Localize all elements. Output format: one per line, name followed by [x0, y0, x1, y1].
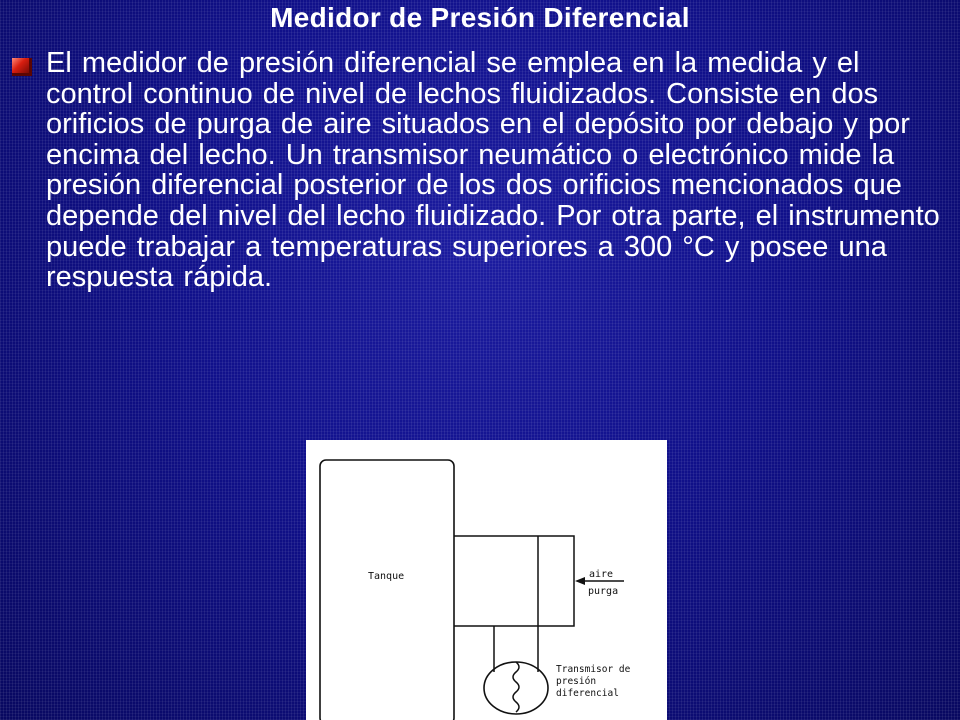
differential-pressure-diagram: [306, 440, 667, 720]
purge-pipe-upper: [454, 536, 574, 626]
transmitter-label-line2: presión: [556, 676, 597, 687]
transmitter-diaphragm: [513, 662, 519, 712]
diagram-figure: [306, 440, 667, 720]
transmitter-shape: [484, 662, 548, 714]
air-arrow-head: [575, 577, 585, 585]
purge-label: purga: [588, 586, 619, 597]
transmitter-label-line1: Transmisor de: [556, 664, 631, 675]
air-label: aire: [589, 569, 614, 580]
tank-shape: [320, 460, 454, 720]
slide-title: Medidor de Presión Diferencial: [270, 2, 690, 33]
tank-label: Tanque: [368, 571, 405, 582]
bullet-icon: [12, 58, 32, 76]
transmitter-label-line3: diferencial: [556, 688, 619, 699]
body-paragraph: El medidor de presión diferencial se emplea en la medida y el control continuo de nivel de lechos fluidizados. Consiste en dos orificios de purga de aire situados en el depósito por debajo y por encima del lecho. Un transmisor neumático o electrónico mide la presión diferencial posterior de los dos orificios mencionados que depende del nivel del lecho fluidizado. Por otra parte, el instrumento puede trabajar a temperaturas superiores a 300 °C y posee una respuesta rápida.: [46, 47, 940, 294]
